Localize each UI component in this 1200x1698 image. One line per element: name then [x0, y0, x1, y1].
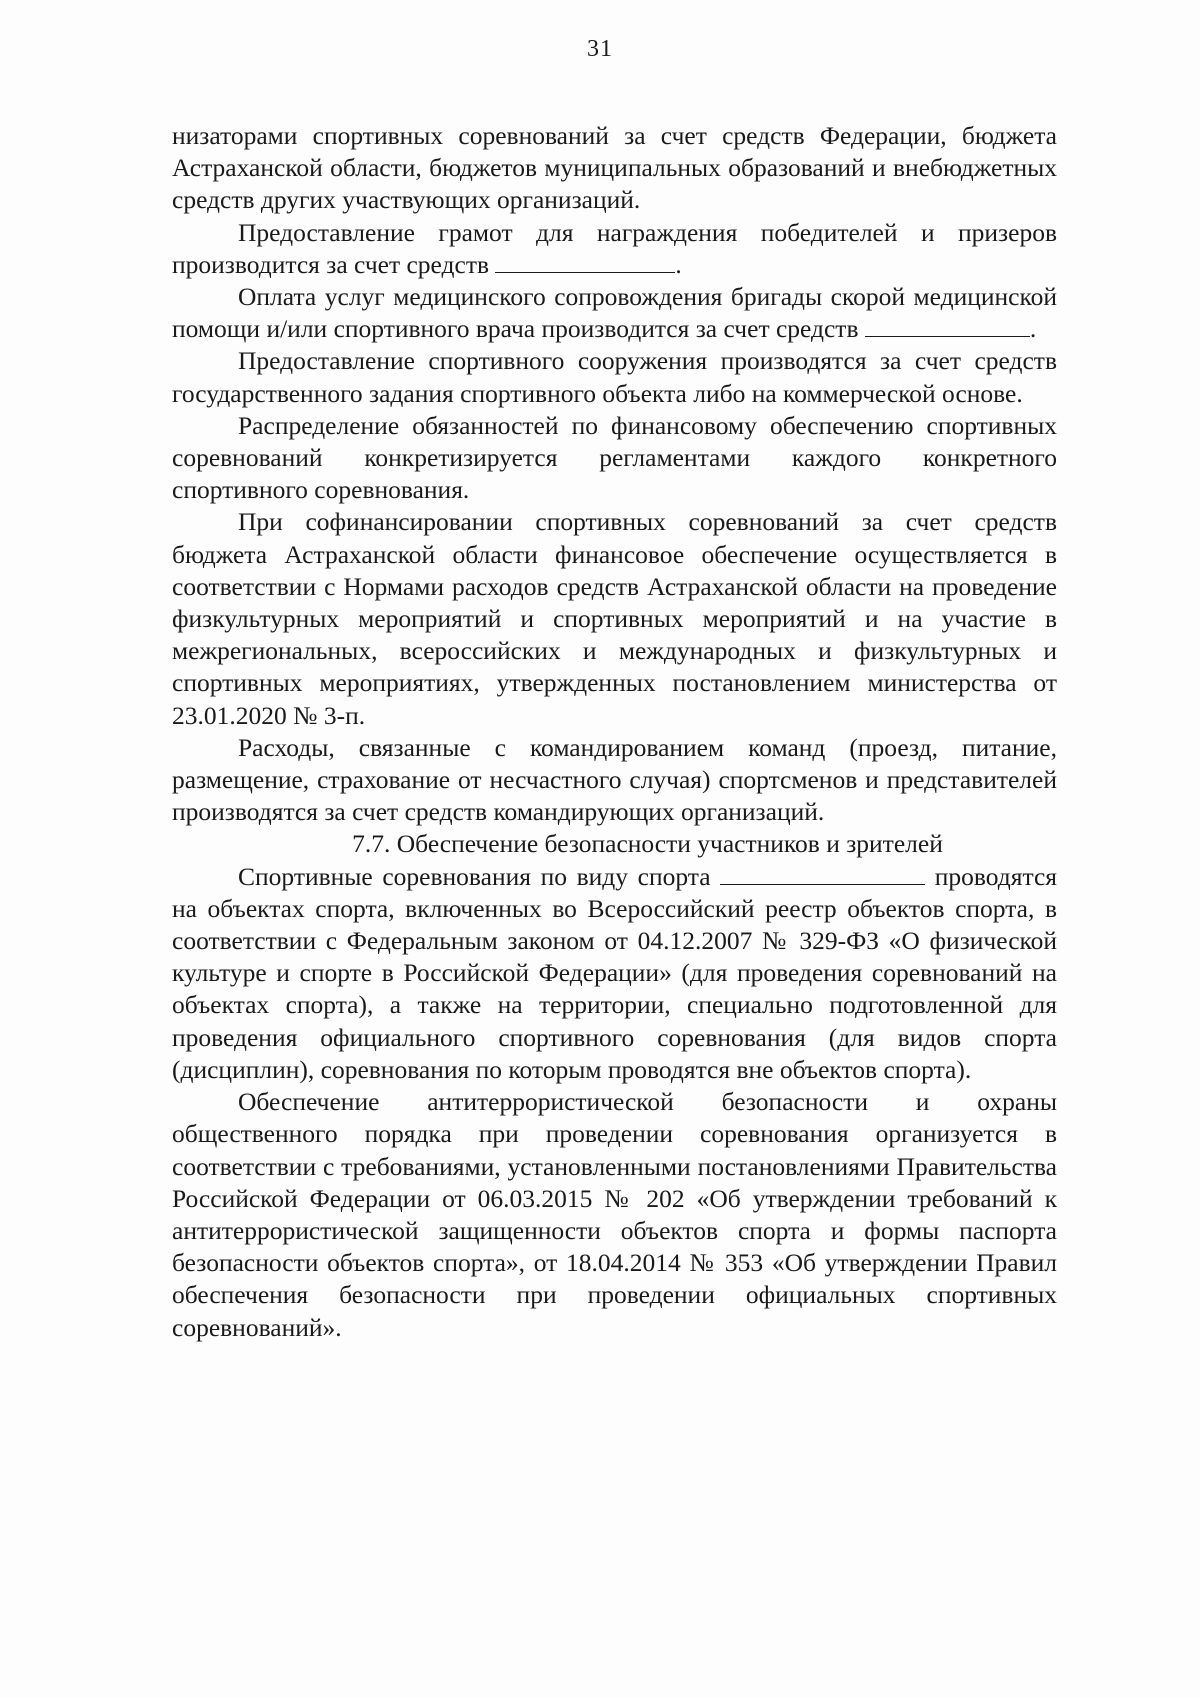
fill-in-blank-line — [865, 314, 1030, 337]
paragraph-responsibilities: Распределение обязанностей по финансовому обеспечению спортивных соревнований конкретизируется регламентами каждого конкретного спортивного соревнования. — [172, 410, 1057, 505]
paragraph-diplomas — [172, 217, 1057, 281]
paragraph-medical-support-end: . — [1029, 314, 1037, 344]
paragraph-cofinancing: При софинансировании спортивных соревнований за счет средств бюджета Астраханской области финансовое обеспечение осуществляется в соответствии с Нормами расходов средств Астраханской области на проведение физкультурных мероприятий и спортивных мероприятий и на участие в межрегиональных, всероссийских и международных и физкультурных и спортивных мероприятиях, утвержденных постановлением министерства от 23.01.2020 № 3-п. — [172, 507, 1057, 730]
paragraph-sports-facility: Предоставление спортивного сооружения производятся за счет средств государственного задания спортивного объекта либо на коммерческой основе. — [172, 346, 1057, 408]
paragraph-medical-support-text: Оплата услуг медицинского сопровождения бригады скорой медицинской помощи и/или спортивного врача производится за счет средств — [172, 282, 1057, 344]
paragraph-diplomas-text: Предоставление грамот для награждения победителей и призеров производится за счет средств — [172, 217, 1057, 279]
section-heading: 7.7. Обеспечение безопасности участников и зрителей — [352, 829, 943, 859]
page-body — [172, 120, 1057, 1344]
fill-in-blank-line — [495, 250, 675, 273]
paragraph-sports-venues — [172, 861, 1057, 1086]
paragraph-travel-expenses: Расходы, связанные с командированием команд (проезд, питание, размещение, страхование от несчастного случая) спортсменов и представителей производятся за счет средств командирующих организаций. — [172, 732, 1057, 827]
paragraph-diplomas-end: . — [675, 249, 682, 279]
fill-in-blank-line — [720, 862, 925, 885]
paragraph-financing-organizers: низаторами спортивных соревнований за счет средств Федерации, бюджета Астраханской области, бюджетов муниципальных образований и внебюджетных средств других участвующих организаций. — [172, 121, 1057, 215]
paragraph-sports-venues-rest: проводятся на объектах спорта, включенных во Всероссийский реестр объектов спорта, в соответствии с Федеральным законом от 04.12.2007 № 329-ФЗ «О физической культуре и спорте в Российской Федерации» (для проведения соревнований на объектах спорта), а также на территории, специально подготовленной для проведения официального спортивного соревнования (для видов спорта (дисциплин), соревнования по которым проводятся вне объектов спорта). — [172, 861, 1058, 1084]
paragraph-medical-support — [172, 281, 1057, 345]
paragraph-sports-venues-start: Спортивные соревнования по виду спорта — [238, 861, 711, 891]
page-number: 31 — [587, 36, 613, 62]
paragraph-antiterror-security: Обеспечение антитеррористической безопасности и охраны общественного порядка при проведении соревнования организуется в соответствии с требованиями, установленными постановлениями Правительства Российской Федерации от 06.03.2015 № 202 «Об утверждении требований к антитеррористической защищенности объектов спорта и формы паспорта безопасности объектов спорта», от 18.04.2014 № 353 «Об утверждении Правил обеспечения безопасности при проведении официальных спортивных соревнований». — [172, 1087, 1057, 1342]
